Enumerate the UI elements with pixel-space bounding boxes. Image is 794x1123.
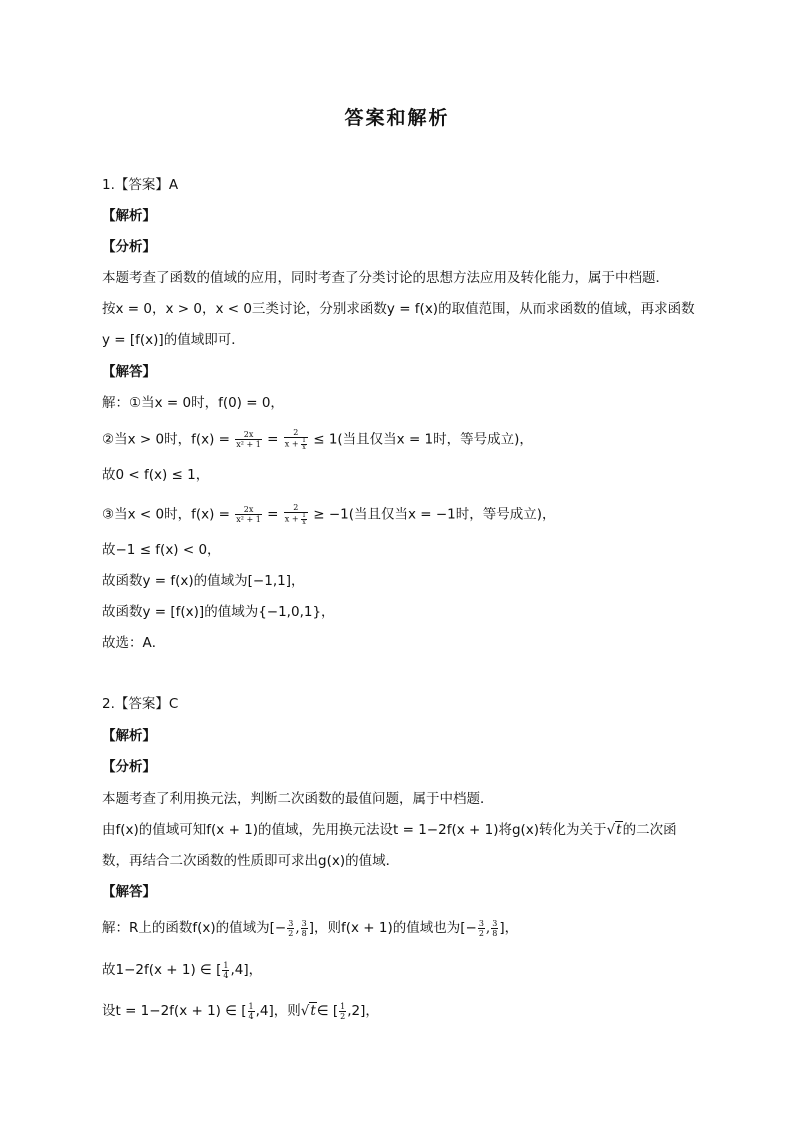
fraction: $\frac{2x}{\text{x² + 1}}$	[236, 430, 261, 449]
q1-fenxi: 【分析】	[102, 239, 156, 255]
q1-step2-post: ≤ 1(当且仅当x = 1时，等号成立)，	[313, 431, 533, 448]
q1-fenxi-line2: 按x = 0，x > 0，x < 0三类讨论，分别求函数y = f(x)的取值范围，从而求函数的值域，再求函数	[102, 301, 695, 317]
fraction: $\frac{1}{2}$	[340, 1001, 346, 1021]
q1-step1: 解：①当x = 0时，f(0) = 0，	[102, 395, 284, 411]
fraction: $\frac{3}{8}$	[301, 918, 307, 938]
q2-answer: 2.【答案】C	[102, 696, 179, 712]
sqrt-t: √t	[606, 822, 622, 838]
sqrt-t: √t	[300, 1003, 316, 1019]
q1-step5: 故−1 ≤ f(x) < 0，	[102, 542, 221, 558]
q1-step2: ②当x > 0时，f(x) = $\frac{2x}{\text{x² + 1}}$ = 2 x + $\frac{1}{x}$ ≤ 1(当且仅当x = 1时，等号成立)，	[102, 428, 533, 451]
q2-jieda: 【解答】	[102, 884, 156, 900]
q1-step2-pre: ②当x > 0时，f(x) =	[102, 431, 230, 448]
fraction: $\frac{1}{4}$	[248, 1001, 254, 1021]
fraction: $\frac{1}{4}$	[223, 960, 229, 980]
q1-jieda: 【解答】	[102, 364, 156, 380]
q2-step2: 故1−2f(x + 1) ∈ [ $\frac{1}{4}$ ,4]，	[102, 960, 263, 980]
fraction: $\frac{2x}{\text{x² + 1}}$	[236, 505, 261, 524]
q1-step6: 故函数y = f(x)的值域为[−1,1]，	[102, 573, 305, 589]
fraction: $\frac{3}{8}$	[492, 918, 498, 938]
fraction: 2 x + $\frac{1}{x}$	[284, 428, 306, 451]
q2-jiexi: 【解析】	[102, 728, 156, 744]
fraction: $\frac{3}{2}$	[478, 918, 484, 938]
page-title: 答案和解析	[344, 107, 450, 129]
q1-fenxi-line3: y = [f(x)]的值域即可．	[102, 332, 245, 348]
q1-step7: 故函数y = [f(x)]的值域为{−1,0,1}，	[102, 604, 335, 620]
q2-fenxi-text: 本题考查了利用换元法，判断二次函数的最值问题，属于中档题．	[102, 791, 494, 807]
q1-step3: 故0 < f(x) ≤ 1，	[102, 467, 210, 483]
q1-step8: 故选：A．	[102, 635, 166, 651]
q2-fenxi-line2: 由f(x)的值域可知f(x + 1)的值域，先用换元法设t = 1−2f(x + 1)将g(x)转化为关于√t的二次函	[102, 822, 677, 838]
q1-fenxi-text: 本题考查了函数的值域的应用，同时考查了分类讨论的思想方法应用及转化能力，属于中档题．	[102, 270, 669, 286]
q2-step1: 解：R上的函数f(x)的值域为[− $\frac{3}{2}$ , $\frac{3}{8}$ ]，则f(x + 1)的值域也为[− $\frac{3}{2}$ , $\frac{3}{8}$ ]，	[102, 918, 519, 938]
q1-answer: 1.【答案】A	[102, 177, 179, 193]
fraction: 2 x + $\frac{1}{x}$	[284, 503, 306, 526]
q1-step4-post: ≥ −1(当且仅当x = −1时，等号成立)，	[313, 506, 556, 523]
q2-step3: 设t = 1−2f(x + 1) ∈ [ $\frac{1}{4}$ ,4]，则√t∈ [ $\frac{1}{2}$ ,2]，	[102, 1001, 379, 1021]
q1-step4: ③当x < 0时，f(x) = $\frac{2x}{\text{x² + 1}}$ = 2 x + $\frac{1}{x}$ ≥ −1(当且仅当x = −1时，等号成立)，	[102, 503, 556, 526]
fraction: $\frac{3}{2}$	[288, 918, 294, 938]
q2-fenxi-line3: 数，再结合二次函数的性质即可求出g(x)的值域．	[102, 853, 400, 869]
q1-jiexi: 【解析】	[102, 208, 156, 224]
q2-fenxi: 【分析】	[102, 759, 156, 775]
q1-step4-pre: ③当x < 0时，f(x) =	[102, 506, 230, 523]
